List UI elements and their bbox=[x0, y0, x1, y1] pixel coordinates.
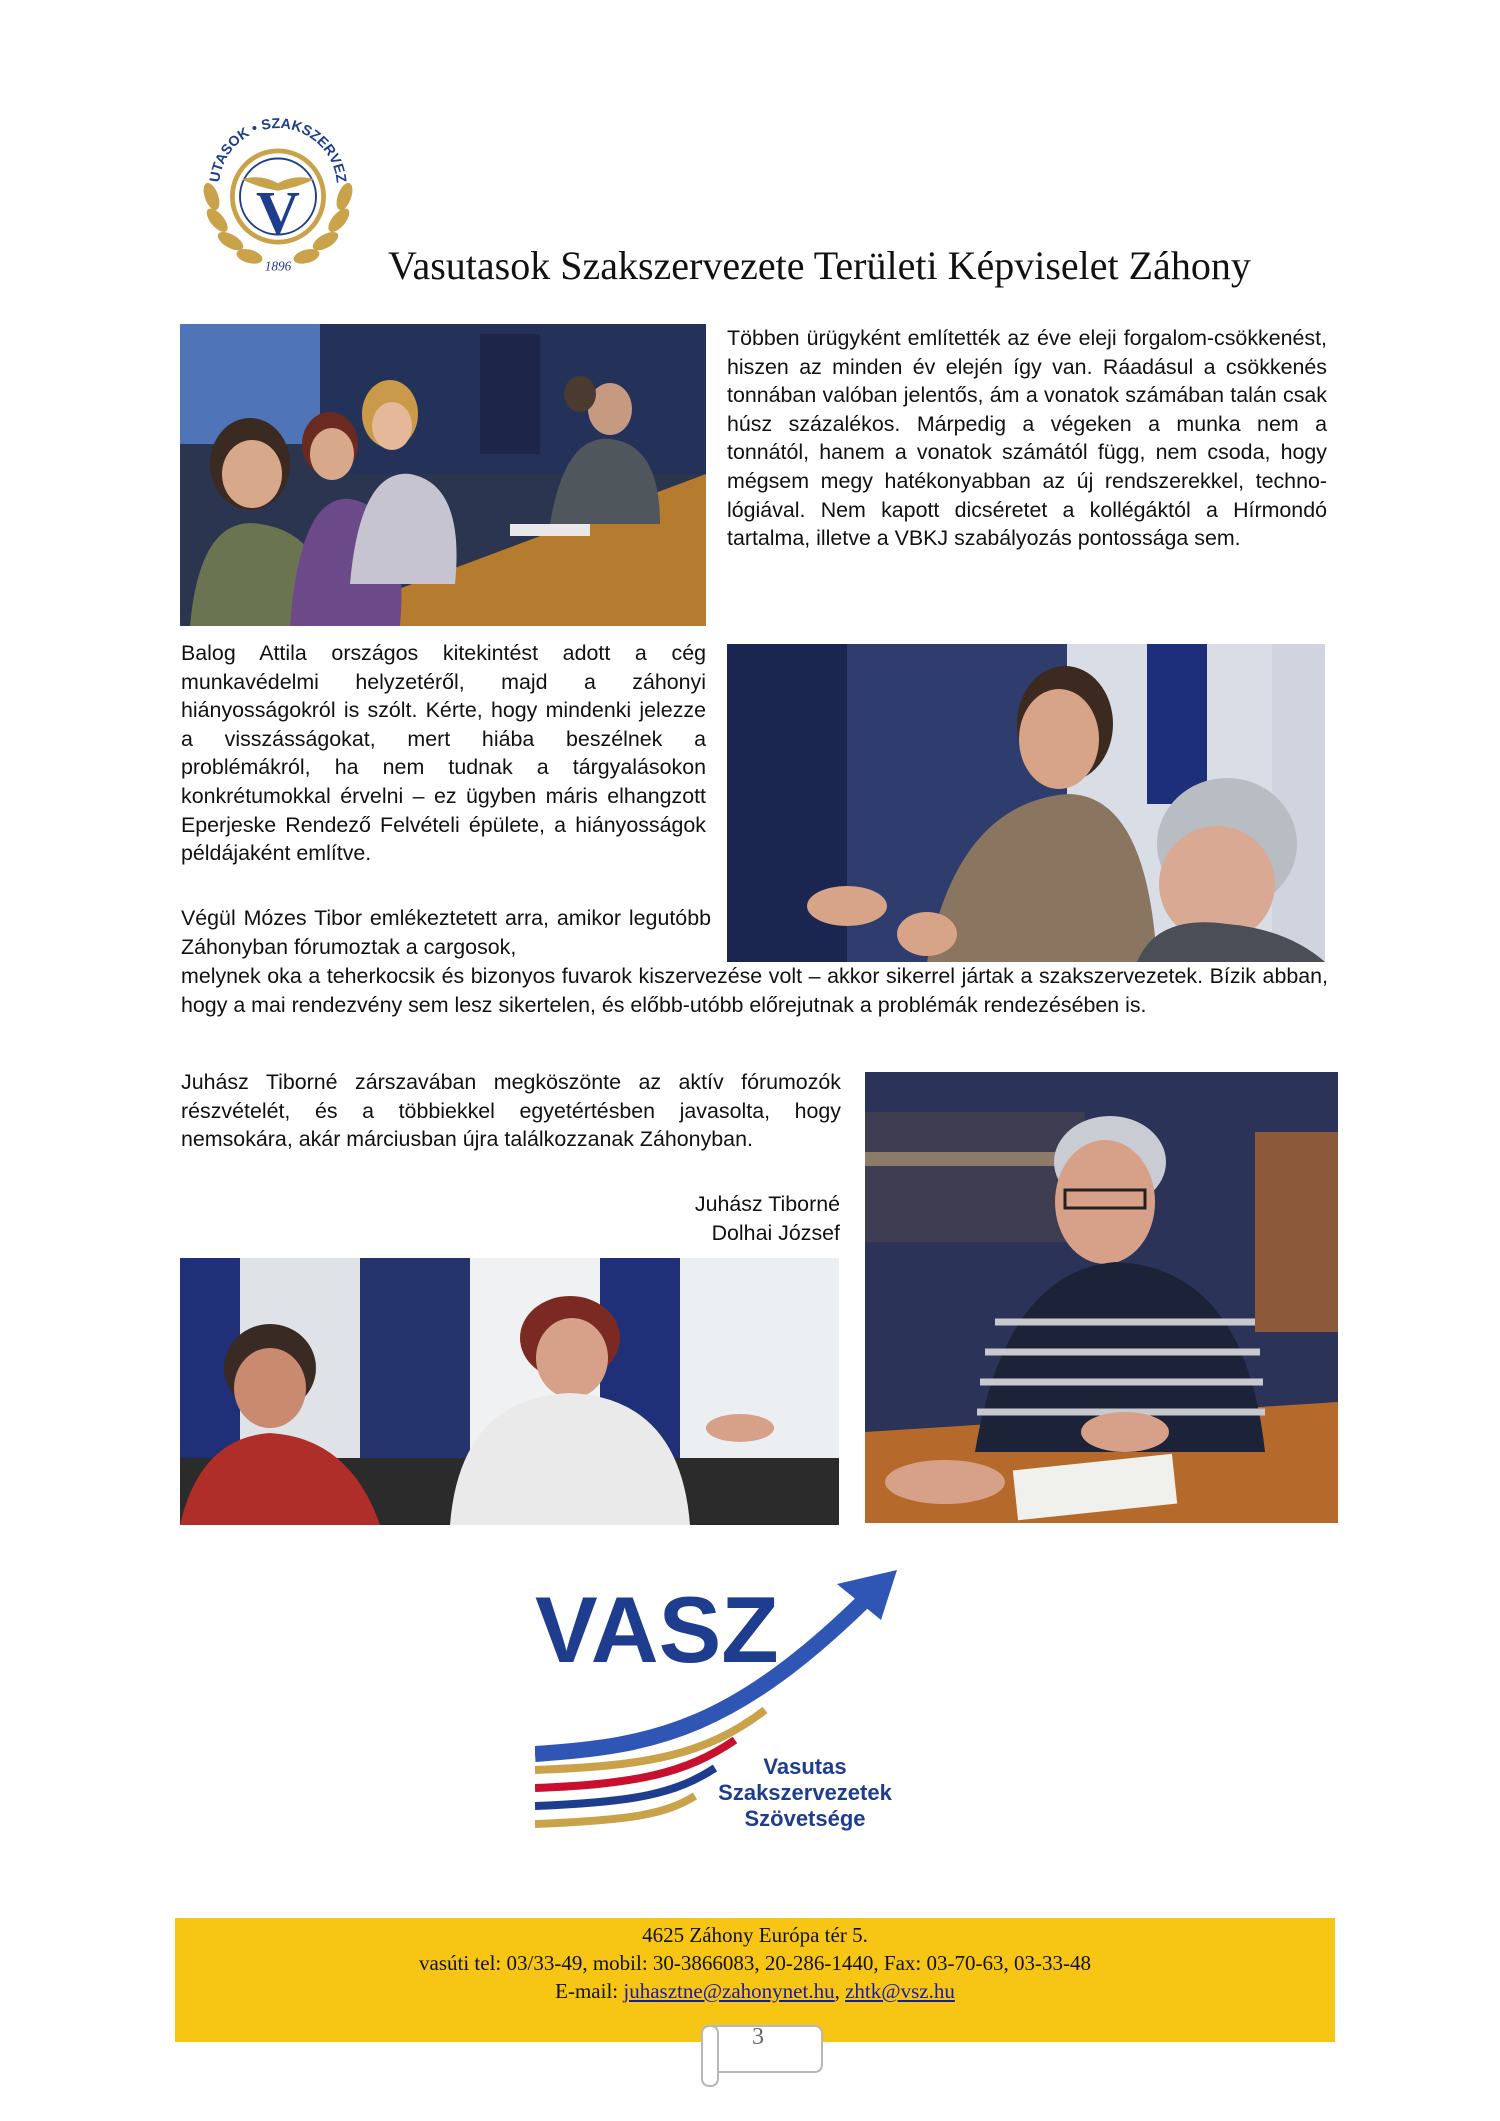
article-signature bbox=[560, 1190, 840, 1247]
email-label: E-mail: bbox=[555, 1979, 619, 2003]
vasz-line-2: Szakszervezetek bbox=[718, 1780, 892, 1805]
email-separator: , bbox=[834, 1979, 840, 2003]
page-title: Vasutasok Szakszervezete Területi Képviselet Záhony bbox=[388, 243, 1251, 288]
meeting-photo-3 bbox=[865, 1072, 1338, 1523]
vasz-line-1: Vasutas bbox=[763, 1754, 847, 1779]
email-link-1[interactable]: juhasztne@zahonynet.hu bbox=[623, 1979, 835, 2003]
footer-email-line bbox=[175, 1978, 1335, 2004]
vasz-line-3: Szövetsége bbox=[744, 1806, 866, 1831]
page-number: 3 bbox=[752, 2024, 764, 2050]
paragraph-text: Balog Attila országos kitekintést adott a cég munkavédelmi helyzetéről, majd a záhonyi hiányosságokról is szólt. Kérte, hogy mindenki jelezze a visszásságokat, mert hiába beszélnek a problémákról, ha nem tudnak a tárgyalásokon konkrétumokkal érvelni – ez ügyben máris elhangzott Eperjeske Rendező Felvételi épülete, a hiányosságok példájaként említve. bbox=[181, 641, 706, 866]
article-paragraph-3-end bbox=[181, 962, 1328, 1019]
union-seal-logo bbox=[183, 92, 373, 282]
email-link-2[interactable]: zhtk@vsz.hu bbox=[845, 1979, 955, 2003]
footer-address: 4625 Záhony Európa tér 5. bbox=[642, 1923, 868, 1947]
article-paragraph-3-start bbox=[181, 904, 711, 961]
author-name: Dolhai József bbox=[711, 1220, 840, 1245]
seal-year: 1896 bbox=[264, 258, 292, 274]
paragraph-text: Végül Mózes Tibor emlékeztetett arra, amikor legutóbb Záhonyban fórumoztak a cargosok, bbox=[181, 906, 711, 959]
footer-phones: vasúti tel: 03/33-49, mobil: 30-3866083, 20-286-1440, Fax: 03-70-63, 03-33-48 bbox=[419, 1951, 1091, 1975]
article-paragraph-2 bbox=[181, 639, 706, 868]
author-name: Juhász Tiborné bbox=[694, 1192, 840, 1216]
vasz-federation-logo bbox=[535, 1570, 905, 1850]
vasz-abbreviation: VASZ bbox=[535, 1577, 779, 1682]
paragraph-text: Többen ürügyként említették az éve eleji forgalom-csökkenést, hiszen az minden év elején így van. Ráadásul a csökkenés tonnában valóban jelentős, ám a vonatok számában talán csak húsz százalékos. Márpedig a végeken a munka nem a tonnától, hanem a vonatok számától függ, nem csoda, hogy mégsem megy hatékonyabban az új rendszerekkel, techno-lógiával. Nem kapott dicséretet a kollégáktól a Hírmondó tartalma, illetve a VBKJ szabályozás pontossága sem. bbox=[727, 326, 1327, 551]
paragraph-text: melynek oka a teherkocsik és bizonyos fuvarok kiszervezése volt – akkor sikerrel jártak a szakszervezetek. Bízik abban, hogy a mai rendezvény sem lesz sikertelen, és előbb-utóbb előrejutnak a problémák rendezésében is. bbox=[181, 964, 1328, 1017]
seal-ring-text: UTASOK • SZAKSZERVEZ bbox=[207, 116, 349, 184]
paragraph-text: Juhász Tiborné zárszavában megköszönte az aktív fórumozók részvételét, és a többiekkel egyetértésben javasolta, hogy nemsokára, akár márciusban újra találkozzanak Záhonyban. bbox=[181, 1070, 841, 1152]
meeting-photo-1 bbox=[180, 324, 706, 626]
seal-letter: V bbox=[256, 179, 300, 247]
article-paragraph-1 bbox=[727, 324, 1327, 553]
article-paragraph-4 bbox=[181, 1068, 841, 1154]
meeting-photo-2 bbox=[727, 644, 1325, 962]
meeting-photo-4 bbox=[180, 1258, 839, 1525]
